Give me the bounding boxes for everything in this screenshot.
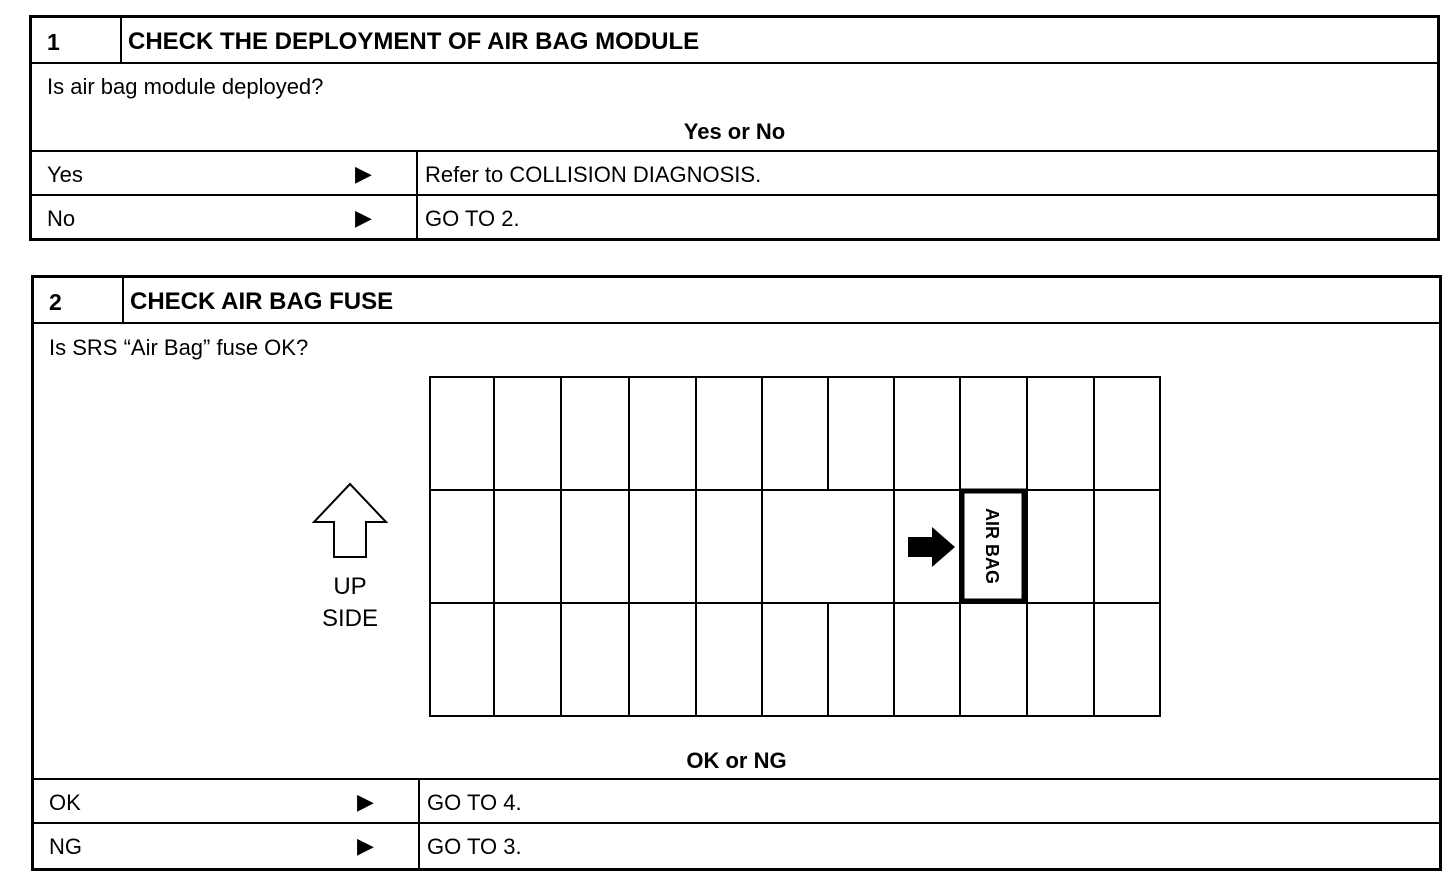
right-arrow-icon: ▶ bbox=[357, 833, 374, 858]
step-1-answer-yes bbox=[32, 152, 1437, 196]
step-1-question: Is air bag module deployed? bbox=[47, 74, 324, 99]
step-2-answer-ng bbox=[34, 824, 1439, 868]
answer-result: GO TO 4. bbox=[427, 790, 522, 815]
air-bag-fuse-label: AIR BAG bbox=[982, 508, 1002, 584]
answer-label: NG bbox=[49, 834, 82, 859]
step-2-question: Is SRS “Air Bag” fuse OK? bbox=[49, 335, 309, 360]
step-1-box bbox=[29, 15, 1440, 241]
answer-label: Yes bbox=[47, 162, 83, 187]
step-2-title: CHECK AIR BAG FUSE bbox=[130, 288, 394, 315]
step-1-header bbox=[32, 18, 1437, 64]
step-2-result-label: OK or NG bbox=[686, 748, 787, 773]
step-2-number: 2 bbox=[34, 278, 124, 322]
right-arrow-icon: ▶ bbox=[355, 205, 372, 230]
up-side-label-line2: SIDE bbox=[321, 605, 379, 632]
right-arrow-icon: ▶ bbox=[355, 161, 372, 186]
up-arrow-icon bbox=[314, 484, 386, 557]
answer-label: OK bbox=[49, 790, 81, 815]
step-1-number: 1 bbox=[32, 18, 122, 62]
step-2-answer-ok bbox=[34, 780, 1439, 824]
up-side-label-line1: UP bbox=[333, 573, 367, 600]
answer-label: No bbox=[47, 206, 76, 231]
answer-result: GO TO 2. bbox=[425, 206, 520, 231]
right-arrow-icon bbox=[908, 527, 955, 567]
right-arrow-icon: ▶ bbox=[357, 789, 374, 814]
answer-result: Refer to COLLISION DIAGNOSIS. bbox=[425, 162, 762, 187]
fuse-box-diagram bbox=[34, 278, 1439, 738]
step-1-title: CHECK THE DEPLOYMENT OF AIR BAG MODULE bbox=[128, 28, 700, 55]
step-2-box bbox=[31, 275, 1442, 871]
fuse-box-outline bbox=[430, 377, 1160, 716]
step-1-result-label: Yes or No bbox=[683, 119, 786, 144]
step-1-answer-no bbox=[32, 196, 1437, 240]
answer-result: GO TO 3. bbox=[427, 834, 522, 859]
